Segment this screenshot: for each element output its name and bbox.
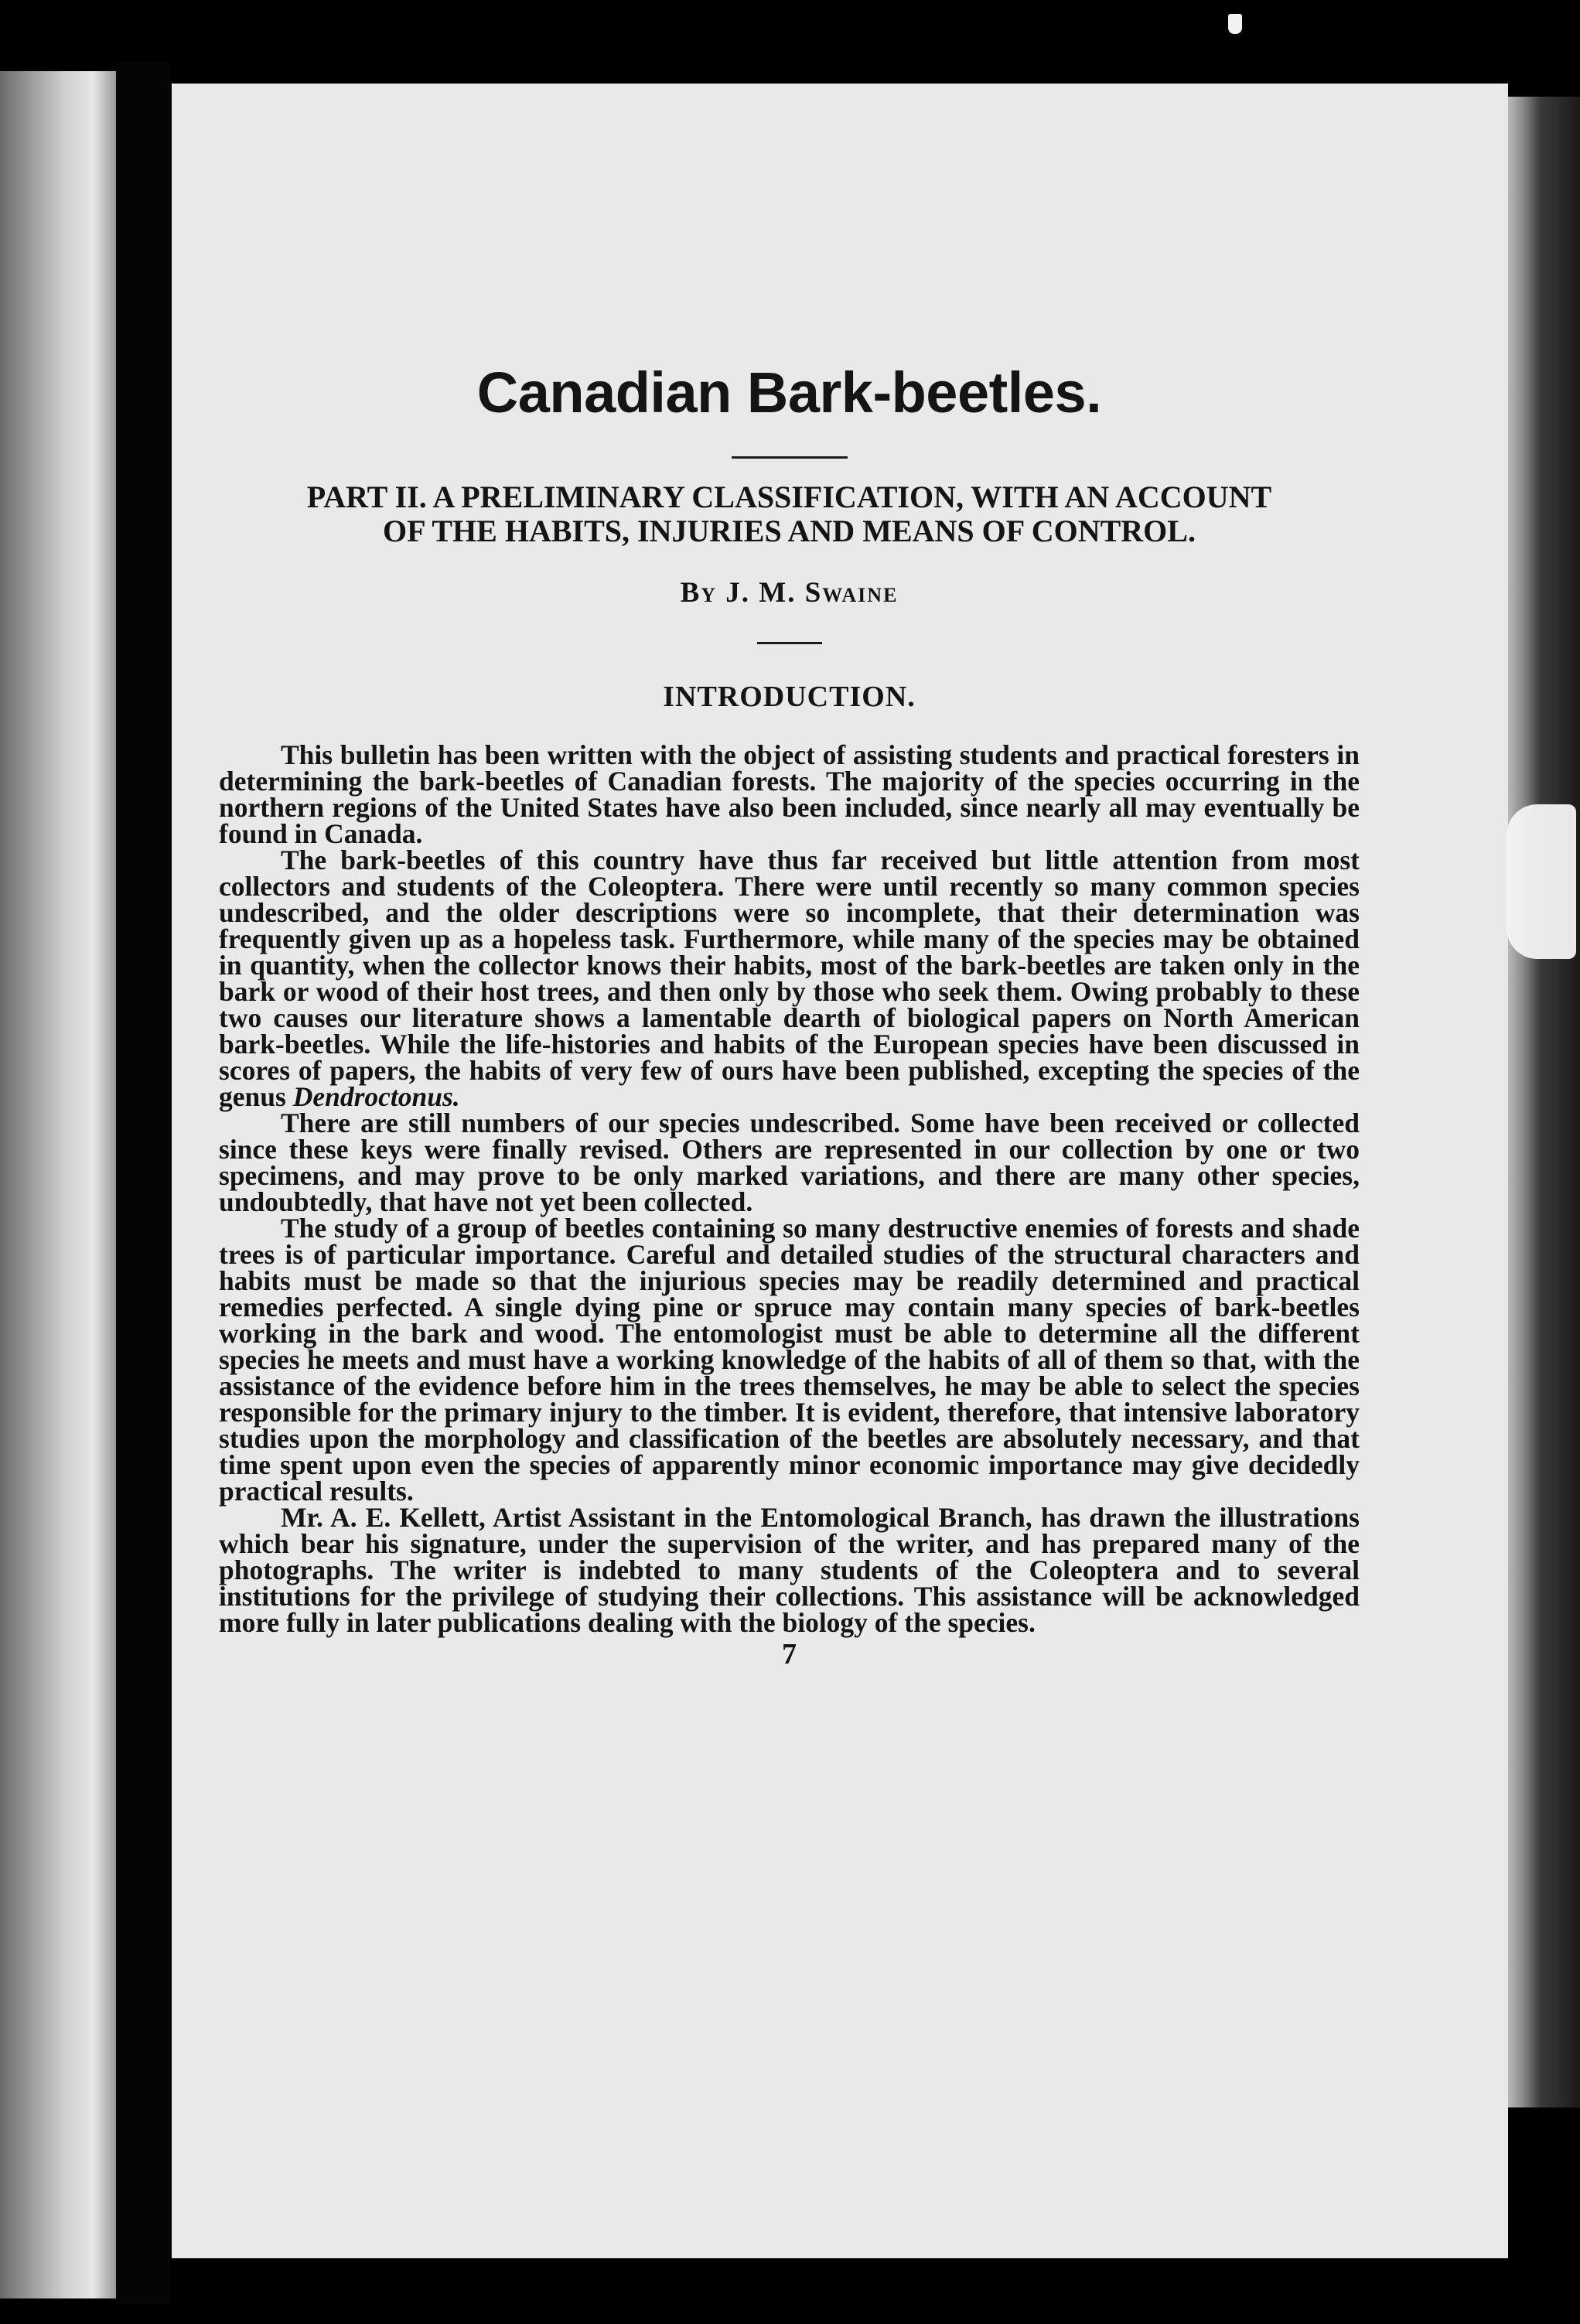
paragraph-4-text: The study of a group of beetles containing so many destructive enemies of forests and shade trees is of particular importance. Careful and detailed studies of the structural characters and habits must be made so that the injurious species may be readily determined and practical remedies perfected. A single dying pine or spruce may contain many species of bark-beetles working in the bark and wood. The entomologist must be able to determine all the different species he meets and must have a working knowledge of the habits of all of them so that, with the assistance of the evidence before him in the trees themselves, he may be able to select the species responsible for the primary injury to the timber. It is evident, therefore, that intensive laboratory studies upon the morphology and classification of the beetles are absolutely necessary, and that time spent upon even the species of apparently minor economic importance may give decidedly practical results. [219, 1213, 1360, 1507]
introduction-body [219, 739, 1360, 1638]
paragraph-4 [219, 1213, 1360, 1507]
section-heading: INTRODUCTION. [663, 681, 916, 713]
paragraph-5 [219, 1504, 1360, 1636]
author-byline [219, 576, 1360, 609]
paragraph-3 [219, 1107, 1360, 1217]
paragraph-1-text: This bulletin has been written with the object of assisting students and practical foresters in determining the bark-beetles of Canadian forests. The majority of the species occurring in the northern regions of the United States have also been included, since nearly all may eventually be found in Canada. [219, 739, 1360, 849]
paragraph-3-text: There are still numbers of our species undescribed. Some have been received or collected since these keys were finally revised. Others are represented in our collection by one or two specimens, and may prove to be only marked variations, and there are many other species, undoubtedly, that have not yet been collected. [219, 1107, 1360, 1217]
byline-divider [757, 642, 822, 644]
genus-name: Dendroctonus. [292, 1081, 460, 1112]
page-gutter [116, 62, 170, 2305]
byline-prefix: By [680, 577, 718, 609]
document-title: Canadian Bark-beetles. [476, 360, 1102, 425]
part-heading [219, 480, 1360, 548]
scan-mark [1228, 14, 1242, 34]
author-name: J. M. Swaine [725, 577, 899, 609]
part-heading-line-2: OF THE HABITS, INJURIES AND MEANS OF CONTROL. [383, 514, 1196, 548]
paragraph-1 [219, 739, 1360, 849]
page-smudge [1507, 804, 1576, 959]
part-heading-line-1: PART II. A PRELIMINARY CLASSIFICATION, WITH AN ACCOUNT [306, 479, 1272, 514]
page-content [219, 360, 1360, 1671]
paragraph-5-text: Mr. A. E. Kellett, Artist Assistant in the Entomological Branch, has drawn the illustrations which bear his signature, under the supervision of the writer, and has prepared many of the photographs. The writer is indebted to many students of the Coleoptera and to several institutions for the privilege of studying their collections. This assistance will be acknowledged more fully in later publications dealing with the biology of the species. [219, 1502, 1360, 1638]
page-number: 7 [782, 1638, 797, 1670]
title-divider [732, 456, 848, 459]
book-spine-edge [1508, 97, 1580, 2107]
paragraph-2-text: The bark-beetles of this country have thus far received but little attention from most collectors and students of the Coleoptera. There were until recently so many common species undescribed, and the older descriptions were so incomplete, that their determination was frequently given up as a hopeless task. Furthermore, while many of the species may be obtained in quantity, when the collector knows their habits, most of the bark-beetles are taken only in the bark or wood of their host trees, and then only by those who seek them. Owing probably to these two causes our literature shows a lamentable dearth of biological papers on North American bark-beetles. While the life-histories and habits of the European species have been discussed in scores of papers, the habits of very few of ours have been published, excepting the species of the genus [219, 845, 1360, 1112]
adjacent-page-edge [0, 71, 116, 2298]
paragraph-2 [219, 847, 1360, 1110]
